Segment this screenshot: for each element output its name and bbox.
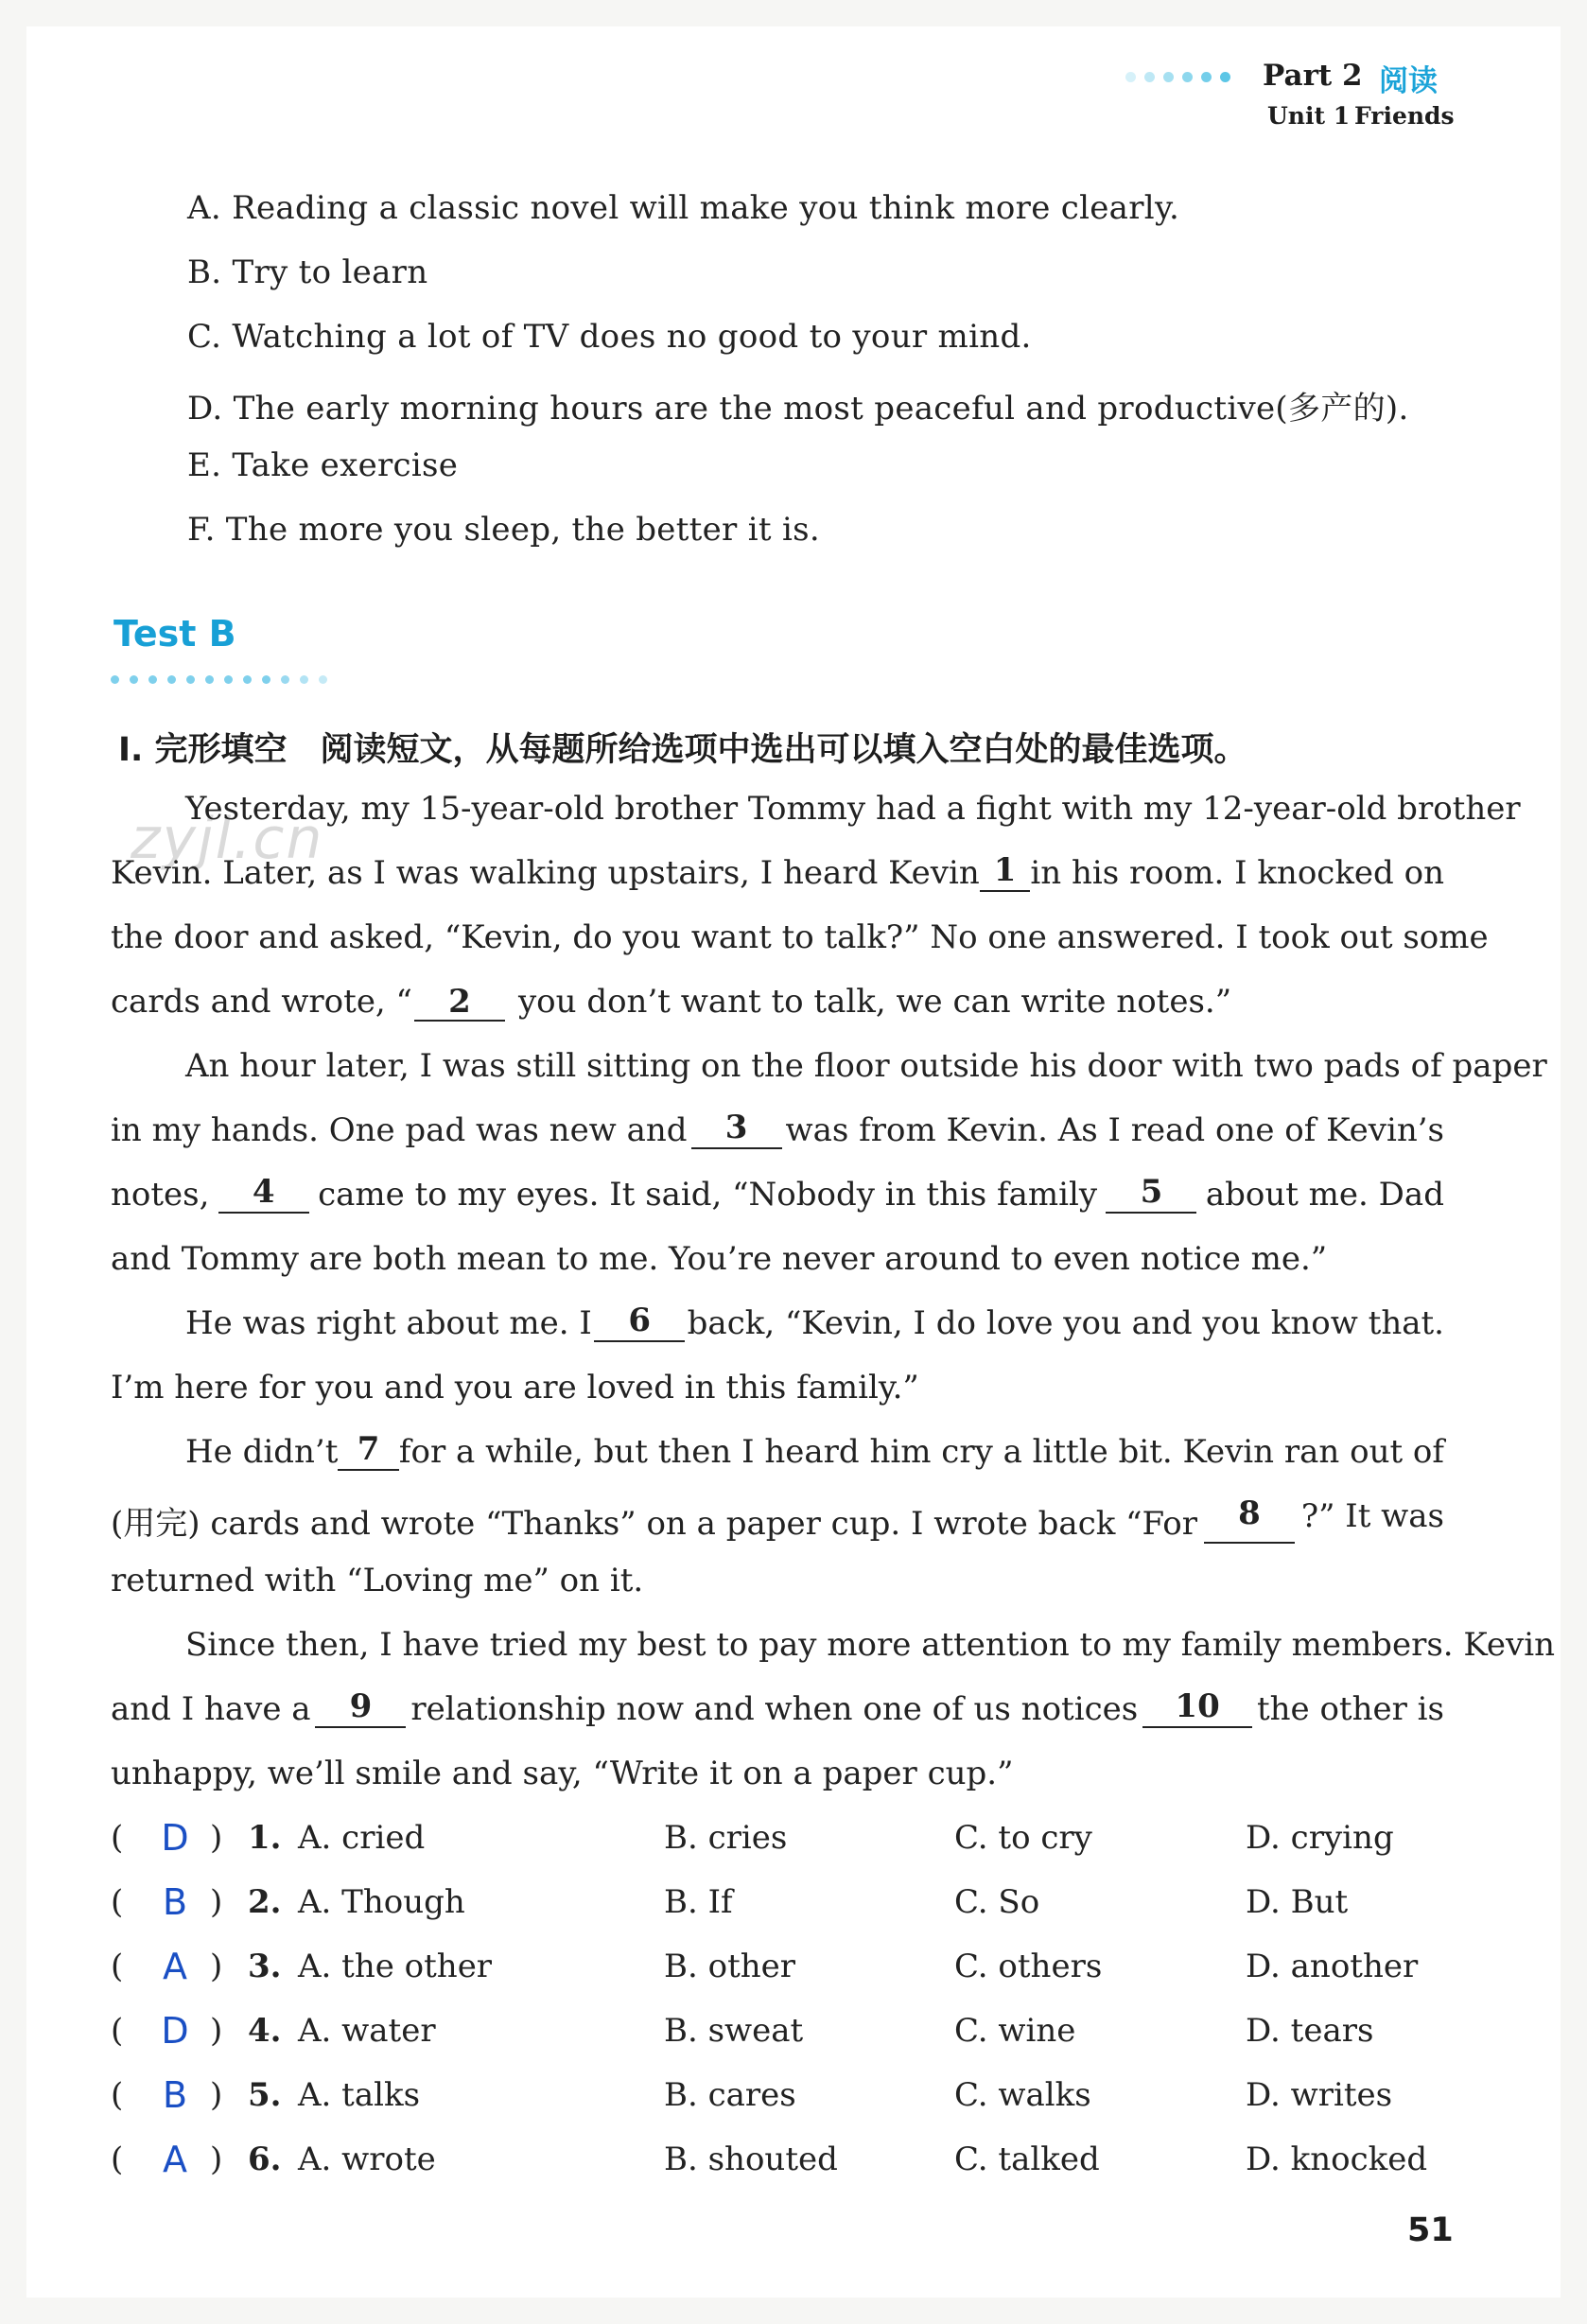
choice-b: B. cries: [664, 1819, 788, 1857]
blank-3: 3: [691, 1111, 782, 1149]
choice-b: B. shouted: [664, 2141, 838, 2178]
header-unit-title: Friends: [1354, 102, 1455, 130]
passage-line: and I have a 9 relationship now and when one of us notices 10 the other is: [111, 1687, 1444, 1728]
question-row: ( B ) 5. A. talks B. cares C. walks D. writes: [111, 2074, 1393, 2116]
passage-line: and Tommy are both mean to me. You’re never around to even notice me.”: [111, 1240, 1328, 1278]
choice-d: D. writes: [1246, 2076, 1393, 2114]
choice-d: D. But: [1246, 1883, 1349, 1921]
option-a: A. Reading a classic novel will make you think more clearly.: [187, 189, 1180, 227]
blank-4: 4: [218, 1176, 309, 1214]
page-number: 51: [1407, 2211, 1454, 2249]
choice-a: A. water: [298, 2012, 436, 2050]
choice-a: A. talks: [298, 2076, 421, 2114]
choice-b: B. sweat: [664, 2012, 804, 2050]
passage-line: unhappy, we’ll smile and say, “Write it on a paper cup.”: [111, 1755, 1014, 1792]
header-dots: [1125, 68, 1239, 87]
answer-text: D: [161, 1817, 189, 1859]
choice-d: D. tears: [1246, 2012, 1374, 2050]
question-row: ( D ) 1. A. cried B. cries C. to cry D. crying: [111, 1817, 1394, 1859]
section-title: Ⅰ. 完形填空 阅读短文，从每题所给选项中选出可以填入空白处的最佳选项。: [118, 731, 1247, 769]
choice-b: B. other: [664, 1948, 796, 1985]
answer-text: A: [163, 1946, 187, 1987]
header-unit: Unit 1: [1267, 102, 1351, 130]
choice-c: C. walks: [954, 2076, 1091, 2114]
choice-c: C. wine: [954, 2012, 1076, 2050]
option-d: D. The early morning hours are the most peaceful and productive(多产的).: [187, 390, 1409, 428]
option-f: F. The more you sleep, the better it is.: [187, 511, 820, 549]
test-title-dots: [111, 670, 338, 688]
answer-text: B: [162, 1881, 188, 1923]
answer-text: B: [162, 2074, 188, 2116]
blank-9: 9: [315, 1690, 406, 1728]
passage-line: He didn’t 7 for a while, but then I heard him cry a little bit. Kevin ran out of: [185, 1430, 1444, 1471]
choice-c: C. talked: [954, 2141, 1100, 2178]
header-part-cn: 阅读: [1379, 64, 1438, 98]
answer-text: D: [161, 2010, 189, 2052]
option-c: C. Watching a lot of TV does no good to your mind.: [187, 318, 1032, 356]
choice-a: A. the other: [298, 1948, 493, 1985]
passage-line: (用完) cards and wrote “Thanks” on a paper cup. I wrote back “For 8 ?” It was: [111, 1494, 1444, 1543]
question-row: ( A ) 3. A. the other B. other C. others D. another: [111, 1946, 1419, 1987]
choice-c: C. others: [954, 1948, 1103, 1985]
passage-line: notes, 4 came to my eyes. It said, “Nobody in this family 5 about me. Dad: [111, 1173, 1444, 1214]
blank-5: 5: [1106, 1176, 1196, 1214]
question-row: ( D ) 4. A. water B. sweat C. wine D. tears: [111, 2010, 1374, 2052]
choice-d: D. knocked: [1246, 2141, 1428, 2178]
passage-line: Yesterday, my 15-year-old brother Tommy had a fight with my 12-year-old brother: [185, 790, 1521, 828]
passage-line: An hour later, I was still sitting on the floor outside his door with two pads of paper: [185, 1047, 1547, 1085]
choice-b: B. cares: [664, 2076, 796, 2114]
choice-c: C. to cry: [954, 1819, 1092, 1857]
blank-1: 1: [980, 854, 1031, 892]
choice-d: D. crying: [1246, 1819, 1394, 1857]
choice-a: A. Though: [298, 1883, 465, 1921]
passage-line: He was right about me. I 6 back, “Kevin, I do love you and you know that.: [185, 1302, 1444, 1342]
blank-10: 10: [1142, 1690, 1252, 1728]
choice-c: C. So: [954, 1883, 1040, 1921]
blank-6: 6: [594, 1304, 685, 1342]
passage-line: Kevin. Later, as I was walking upstairs, I heard Kevin 1 in his room. I knocked on: [111, 851, 1444, 892]
choice-a: A. cried: [298, 1819, 426, 1857]
option-b: B. Try to learn: [187, 253, 428, 291]
blank-2: 2: [414, 986, 505, 1022]
passage-line: Since then, I have tried my best to pay more attention to my family members. Kevin: [185, 1626, 1555, 1664]
passage-line: I’m here for you and you are loved in this family.”: [111, 1369, 919, 1407]
header-part: Part 2: [1263, 59, 1363, 93]
choice-b: B. If: [664, 1883, 733, 1921]
choice-d: D. another: [1246, 1948, 1419, 1985]
watermark: zyjl.cn: [131, 806, 324, 872]
option-e: E. Take exercise: [187, 446, 459, 484]
passage-line: in my hands. One pad was new and 3 was from Kevin. As I read one of Kevin’s: [111, 1109, 1444, 1149]
passage-line: the door and asked, “Kevin, do you want to talk?” No one answered. I took out some: [111, 918, 1489, 956]
blank-7: 7: [338, 1433, 399, 1471]
question-row: ( A ) 6. A. wrote B. shouted C. talked D. knocked: [111, 2139, 1428, 2180]
test-title: Test B: [113, 613, 236, 655]
blank-8: 8: [1204, 1497, 1295, 1544]
question-row: ( B ) 2. A. Though B. If C. So D. But: [111, 1881, 1349, 1923]
choice-a: A. wrote: [298, 2141, 436, 2178]
answer-text: A: [163, 2139, 187, 2180]
passage-line: cards and wrote, “ 2 you don’t want to talk, we can write notes.”: [111, 983, 1232, 1021]
passage-line: returned with “Loving me” on it.: [111, 1562, 644, 1599]
